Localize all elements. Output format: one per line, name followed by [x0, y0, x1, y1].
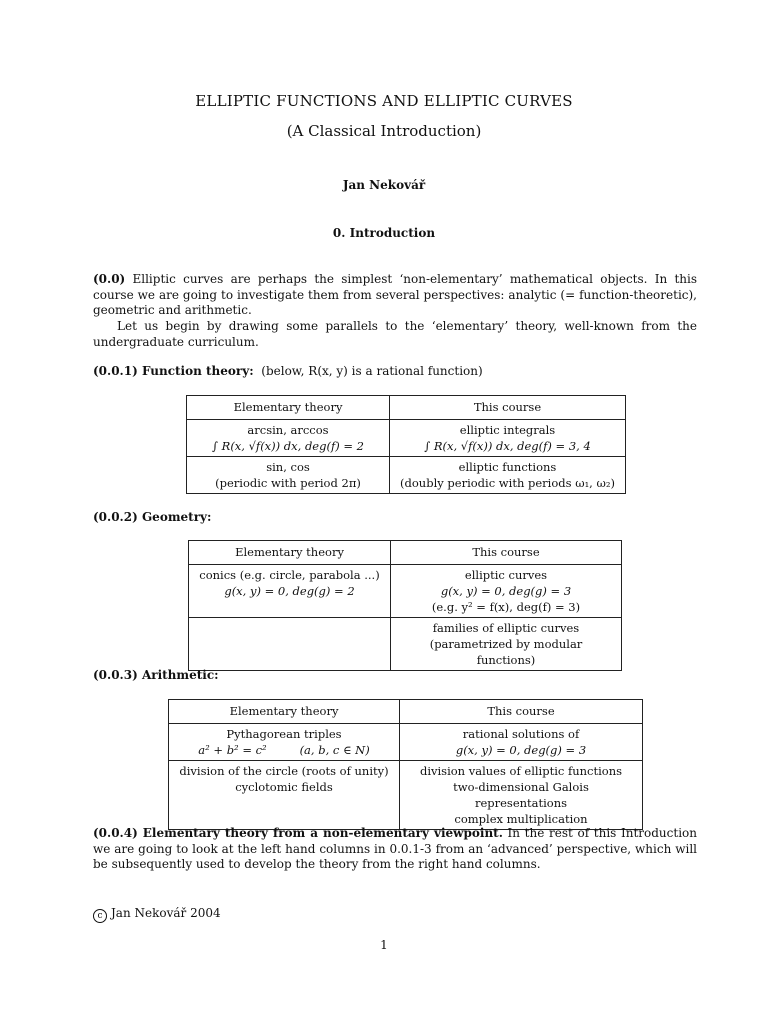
table-cell: elliptic functions (doubly periodic with periods ω₁, ω₂)	[390, 457, 626, 494]
table-row	[169, 724, 643, 761]
arithmetic-label: (0.0.3) Arithmetic:	[93, 668, 219, 682]
intro-label: (0.0)	[93, 272, 126, 286]
table-cell	[189, 618, 391, 671]
function-theory-note: (below, R(x, y) is a rational function)	[261, 364, 483, 378]
table-header: Elementary theory	[189, 541, 391, 565]
table-cell: Pythagorean triples a² + b² = c² (a, b, c ∈ N)	[169, 724, 400, 761]
table-row	[187, 396, 626, 420]
function-theory-heading	[93, 364, 483, 378]
table-row	[169, 700, 643, 724]
table-cell: rational solutions of g(x, y) = 0, deg(g) = 3	[400, 724, 643, 761]
table-header: This course	[391, 541, 622, 565]
table-row	[169, 761, 643, 830]
geometry-table	[188, 540, 622, 671]
table-header: Elementary theory	[169, 700, 400, 724]
geometry-label: (0.0.2) Geometry:	[93, 510, 212, 524]
table-cell: sin, cos (periodic with period 2π)	[187, 457, 390, 494]
elementary-view-label: (0.0.4) Elementary theory from a non-elementary viewpoint.	[93, 826, 503, 840]
elementary-view-paragraph	[93, 826, 697, 873]
function-theory-table	[186, 395, 626, 494]
intro-paragraph-2: Let us begin by drawing some parallels to the ‘elementary’ theory, well-known from the undergraduate curriculum.	[93, 319, 697, 349]
paper-title: ELLIPTIC FUNCTIONS AND ELLIPTIC CURVES	[195, 92, 573, 110]
table-cell: families of elliptic curves (parametrized by modular functions)	[391, 618, 622, 671]
section-heading: 0. Introduction	[332, 226, 436, 240]
table-row	[189, 618, 622, 671]
table-row	[189, 541, 622, 565]
copyright-text: Jan Nekovář 2004	[111, 906, 221, 920]
author-name: Jan Nekovář	[342, 178, 426, 192]
copyright-notice	[93, 906, 221, 923]
table-row	[187, 457, 626, 494]
table-header: This course	[400, 700, 643, 724]
function-theory-label: (0.0.1) Function theory:	[93, 364, 254, 378]
table-cell: elliptic integrals ∫ R(x, √f(x)) dx, deg(f) = 3, 4	[390, 420, 626, 457]
arithmetic-table	[168, 699, 643, 830]
table-cell: conics (e.g. circle, parabola ...) g(x, y) = 0, deg(g) = 2	[189, 565, 391, 618]
geometry-heading	[93, 510, 211, 524]
paper-subtitle: (A Classical Introduction)	[286, 122, 482, 140]
table-cell: division values of elliptic functions two-dimensional Galois representations complex multiplication	[400, 761, 643, 830]
arithmetic-heading	[93, 668, 219, 682]
intro-text: Elliptic curves are perhaps the simplest ‘non-elementary’ mathematical objects. In this course we are going to investigate them from several perspectives: analytic (= function-theoretic), geometric and arithmetic.	[93, 272, 697, 317]
table-cell: division of the circle (roots of unity) cyclotomic fields	[169, 761, 400, 830]
table-header: Elementary theory	[187, 396, 390, 420]
table-header: This course	[390, 396, 626, 420]
page-number: 1	[380, 938, 388, 952]
table-row	[187, 420, 626, 457]
intro-paragraph	[93, 272, 697, 319]
elementary-view-text: In the rest of this Introduction we are going to look at the left hand columns in 0.0.1-3 from an ‘advanced’ perspective, which will be subsequently used to develop the theory from the right hand columns.	[93, 826, 697, 871]
table-cell: arcsin, arccos ∫ R(x, √f(x)) dx, deg(f) = 2	[187, 420, 390, 457]
copyright-icon: c	[93, 909, 107, 923]
table-row	[189, 565, 622, 618]
table-cell: elliptic curves g(x, y) = 0, deg(g) = 3 (e.g. y² = f(x), deg(f) = 3)	[391, 565, 622, 618]
